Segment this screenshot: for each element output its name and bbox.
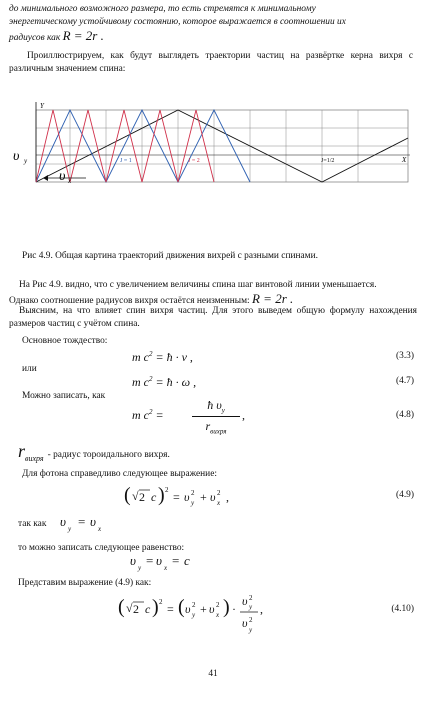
- y-axis-label: Y: [40, 102, 44, 110]
- figure-caption: Рис 4.9. Общая картина траекторий движения вихрей с разными спинами.: [22, 251, 318, 261]
- svg-text:2: 2: [249, 594, 253, 602]
- eq48-comma: ,: [242, 408, 245, 422]
- svg-text:x: x: [98, 525, 102, 533]
- intro-line-2: энергетическому устойчивому состоянию, которое выражается в соотношении их: [9, 17, 346, 27]
- svg-text:υ: υ: [90, 514, 96, 529]
- intro-radius-equation: R = 2r .: [62, 28, 104, 43]
- svg-text:=: =: [78, 514, 86, 529]
- svg-text:y: y: [191, 499, 195, 507]
- svg-text:υ: υ: [210, 490, 216, 504]
- r-vortex-line: [18, 441, 170, 463]
- intro-line-3-text: радиусов как: [9, 33, 61, 43]
- svg-text:): ): [223, 596, 230, 618]
- equation-number-4-10: (4.10): [391, 604, 414, 614]
- paragraph-fig-result-2-text: Однако соотношение радиусов вихря остаётся неизменным:: [9, 296, 250, 306]
- svg-text:y: y: [249, 626, 253, 634]
- eq33-rhs: = ħ · ν ,: [155, 350, 193, 364]
- svg-text:=: =: [167, 602, 174, 616]
- eq48-fraction: [192, 398, 240, 436]
- svg-text:υ: υ: [156, 553, 162, 568]
- svg-text:2: 2: [192, 601, 196, 609]
- eq48-lhs: m c: [132, 408, 149, 422]
- paragraph-explain: Выясним, на что влияет спин вихря частиц. Для этого выведем общую формулу нахождения размеров частиц с учётом спина.: [9, 306, 417, 329]
- r-vortex-sub: вихря: [25, 454, 44, 464]
- intro-line-3: [9, 29, 413, 45]
- svg-text:=: =: [172, 553, 180, 568]
- equation-number-4-9: (4.9): [396, 490, 414, 500]
- x-axis-label: X: [402, 156, 407, 164]
- svg-text:υ: υ: [242, 594, 248, 608]
- vy-label-sub: y: [24, 157, 28, 165]
- svg-text:2: 2: [217, 489, 221, 497]
- svg-text:c: c: [184, 553, 190, 568]
- page-number: 41: [208, 669, 218, 679]
- equation-4-10: [118, 592, 298, 636]
- eq48-numerator-sub: y: [221, 406, 225, 415]
- vy-equals-vx: [58, 512, 118, 534]
- ili-label: или: [22, 364, 37, 374]
- eq33-exp: 2: [149, 350, 153, 358]
- r-vortex-symbol: r: [18, 441, 26, 461]
- label-j-half: J=1/2: [321, 158, 335, 164]
- vx-label: υ: [59, 169, 66, 184]
- svg-text:,: ,: [226, 490, 229, 504]
- svg-text:+: +: [200, 602, 207, 616]
- eq47-exp: 2: [149, 375, 153, 383]
- eq48-exp: 2: [149, 408, 153, 416]
- svg-text:2: 2: [139, 490, 145, 504]
- svg-text:2: 2: [165, 486, 169, 494]
- svg-text:=: =: [173, 490, 180, 504]
- tak-kak-label: так как: [18, 519, 47, 529]
- svg-text:(: (: [124, 484, 131, 506]
- eq48-denominator: r: [205, 419, 211, 434]
- svg-text:c: c: [151, 490, 157, 504]
- svg-text:·: ·: [232, 602, 236, 616]
- svg-text:υ: υ: [185, 602, 191, 616]
- equation-number-4-8: (4.8): [396, 410, 414, 420]
- intro-line-1: до минимального возможного размера, то есть стремятся к минимальному: [9, 4, 316, 14]
- equation-4-7: [132, 375, 196, 390]
- eq48-equals: =: [155, 408, 164, 422]
- svg-text:,: ,: [260, 602, 263, 616]
- eq48-numerator: ħ υ: [207, 398, 222, 412]
- equation-number-3-3: (3.3): [396, 351, 414, 361]
- equation-4-8: [132, 408, 164, 423]
- svg-text:υ: υ: [209, 602, 215, 616]
- svg-text:y: y: [249, 603, 253, 611]
- eq48-denominator-sub: вихря: [210, 427, 227, 436]
- svg-text:c: c: [145, 602, 151, 616]
- svg-text:υ: υ: [130, 553, 136, 568]
- svg-text:υ: υ: [60, 514, 66, 529]
- svg-text:y: y: [192, 611, 196, 619]
- equation-4-9: [124, 482, 254, 510]
- svg-text:2: 2: [216, 601, 220, 609]
- svg-text:x: x: [216, 611, 220, 619]
- can-write-label: Можно записать, как: [22, 391, 106, 401]
- svg-text:2: 2: [159, 598, 163, 606]
- trajectory-figure: [10, 96, 416, 228]
- svg-text:√: √: [132, 489, 139, 503]
- radius-ratio-equation: R = 2r .: [251, 291, 294, 306]
- svg-text:2: 2: [249, 616, 253, 624]
- equation-number-4-7: (4.7): [396, 376, 414, 386]
- svg-text:2: 2: [133, 602, 139, 616]
- equation-3-3: [132, 350, 193, 365]
- eq33-lhs: m c: [132, 350, 149, 364]
- svg-text:+: +: [200, 490, 207, 504]
- svg-text:): ): [152, 596, 159, 618]
- intro-paragraph: [9, 3, 413, 45]
- svg-text:x: x: [164, 564, 168, 572]
- svg-text:√: √: [126, 601, 133, 615]
- vx-arrowhead: [43, 175, 48, 181]
- svg-text:=: =: [146, 553, 154, 568]
- vy-label: υ: [13, 149, 20, 164]
- to-write-label: то можно записать следующее равенство:: [18, 543, 185, 553]
- svg-text:x: x: [217, 499, 221, 507]
- eq47-lhs: m c: [132, 375, 149, 389]
- label-j1: J = 1: [120, 158, 132, 164]
- svg-text:υ: υ: [242, 616, 248, 630]
- r-vortex-text: - радиус тороидального вихря.: [47, 450, 170, 460]
- svg-text:y: y: [138, 564, 142, 572]
- paragraph-fig-result-1: На Рис 4.9. видно, что с увеличением величины спина шаг винтовой линии уменьшается.: [19, 280, 377, 290]
- paragraph-illustrate: Проиллюстрируем, как будут выглядеть траектории частиц на развёртке керна вихря с различным значением спина:: [9, 51, 413, 74]
- vx-label-sub: x: [68, 177, 72, 185]
- svg-text:y: y: [68, 525, 72, 533]
- eq47-rhs: = ħ · ω ,: [155, 375, 197, 389]
- svg-text:υ: υ: [184, 490, 190, 504]
- svg-text:): ): [158, 484, 165, 506]
- photon-text: Для фотона справедливо следующее выражение:: [22, 469, 217, 479]
- vy-vx-c-equation: [128, 551, 198, 573]
- label-j2: J = 2: [188, 158, 200, 164]
- svg-text:(: (: [178, 596, 185, 618]
- svg-text:(: (: [118, 596, 125, 618]
- basic-identity-label: Основное тождество:: [22, 336, 108, 346]
- present-text: Представим выражение (4.9) как:: [18, 578, 152, 588]
- svg-text:2: 2: [191, 489, 195, 497]
